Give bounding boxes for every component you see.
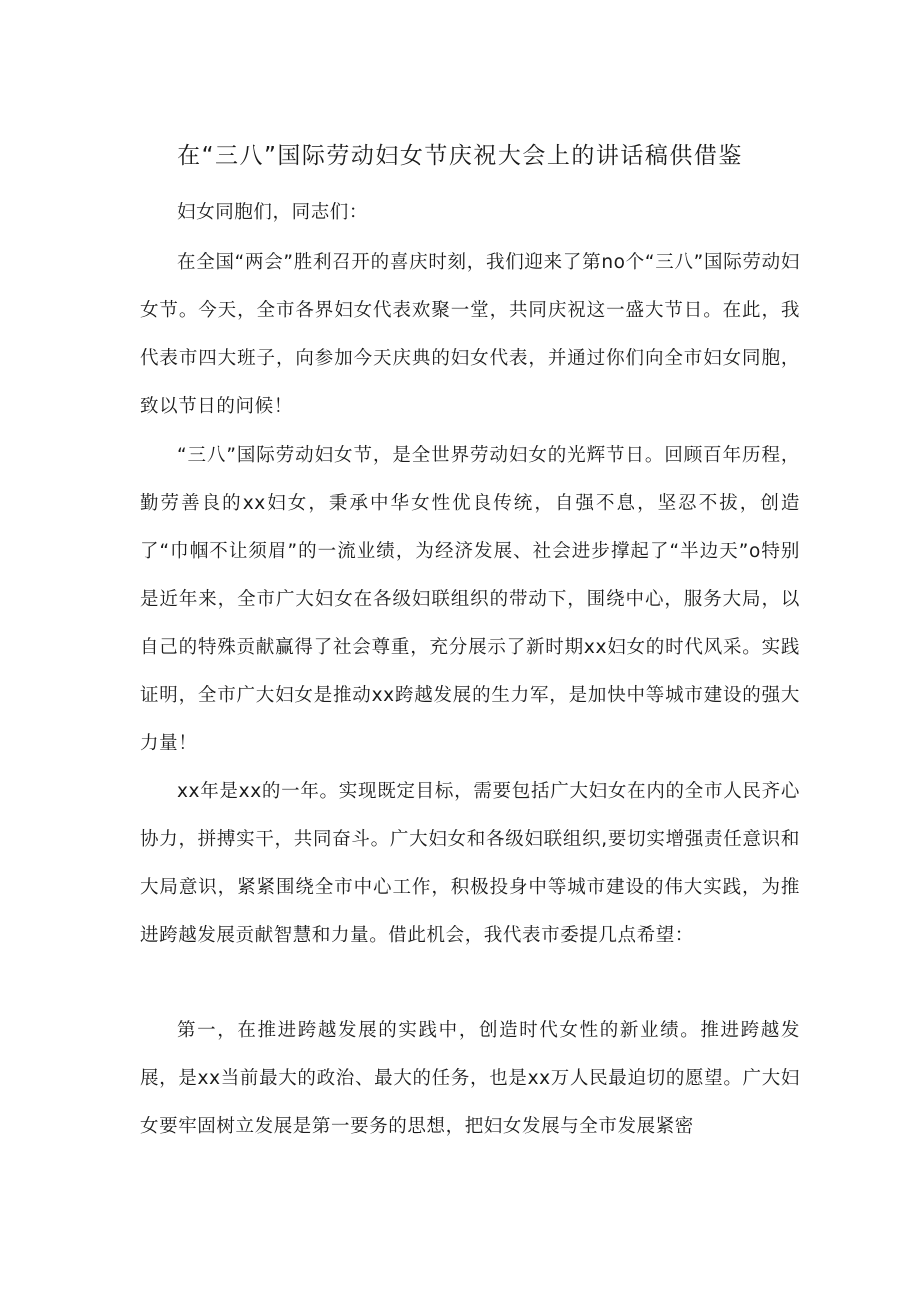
paragraph-3: xx年是xx的一年。实现既定目标，需要包括广大妇女在内的全市人民齐心协力，拼搏实干，共同奋斗。广大妇女和各级妇联组织,要切实增强责任意识和大局意识，紧紧围绕全市中心工作，积极投身中等城市建设的伟大实践，为推进跨越发展贡献智慧和力量。借此机会，我代表市委提几点希望： — [140, 781, 800, 946]
salutation: 妇女同胞们，同志们： — [177, 202, 369, 223]
paragraph-1: 在全国“两会”胜利召开的喜庆时刻，我们迎来了第no个“三八”国际劳动妇女节。今天，全市各界妇女代表欢聚一堂，共同庆祝这一盛大节日。在此，我代表市四大班子，向参加今天庆典的妇女代表，并通过你们向全市妇女同胞，致以节日的问候！ — [140, 252, 800, 417]
document-title: 在“三八”国际劳动妇女节庆祝大会上的讲话稿供借鉴 — [177, 143, 743, 169]
paragraph-4: 第一，在推进跨越发展的实践中，创造时代女性的新业绩。推进跨越发展，是xx当前最大的政治、最大的任务，也是xx万人民最迫切的愿望。广大妇女要牢固树立发展是第一要务的思想，把妇女发展与全市发展紧密 — [140, 1020, 800, 1137]
paragraph-2: “三八”国际劳动妇女节，是全世界劳动妇女的光辉节日。回顾百年历程，勤劳善良的xx妇女，秉承中华女性优良传统，自强不息，坚忍不拔，创造了“巾帼不让须眉”的一流业绩，为经济发展、社会进步撑起了“半边天”o特别是近年来，全市广大妇女在各级妇联组织的带动下，围绕中心，服务大局，以自己的特殊贡献赢得了社会尊重，充分展示了新时期xx妇女的时代风采。实践证明，全市广大妇女是推动xx跨越发展的生力军，是加快中等城市建设的强大力量！ — [140, 445, 800, 754]
